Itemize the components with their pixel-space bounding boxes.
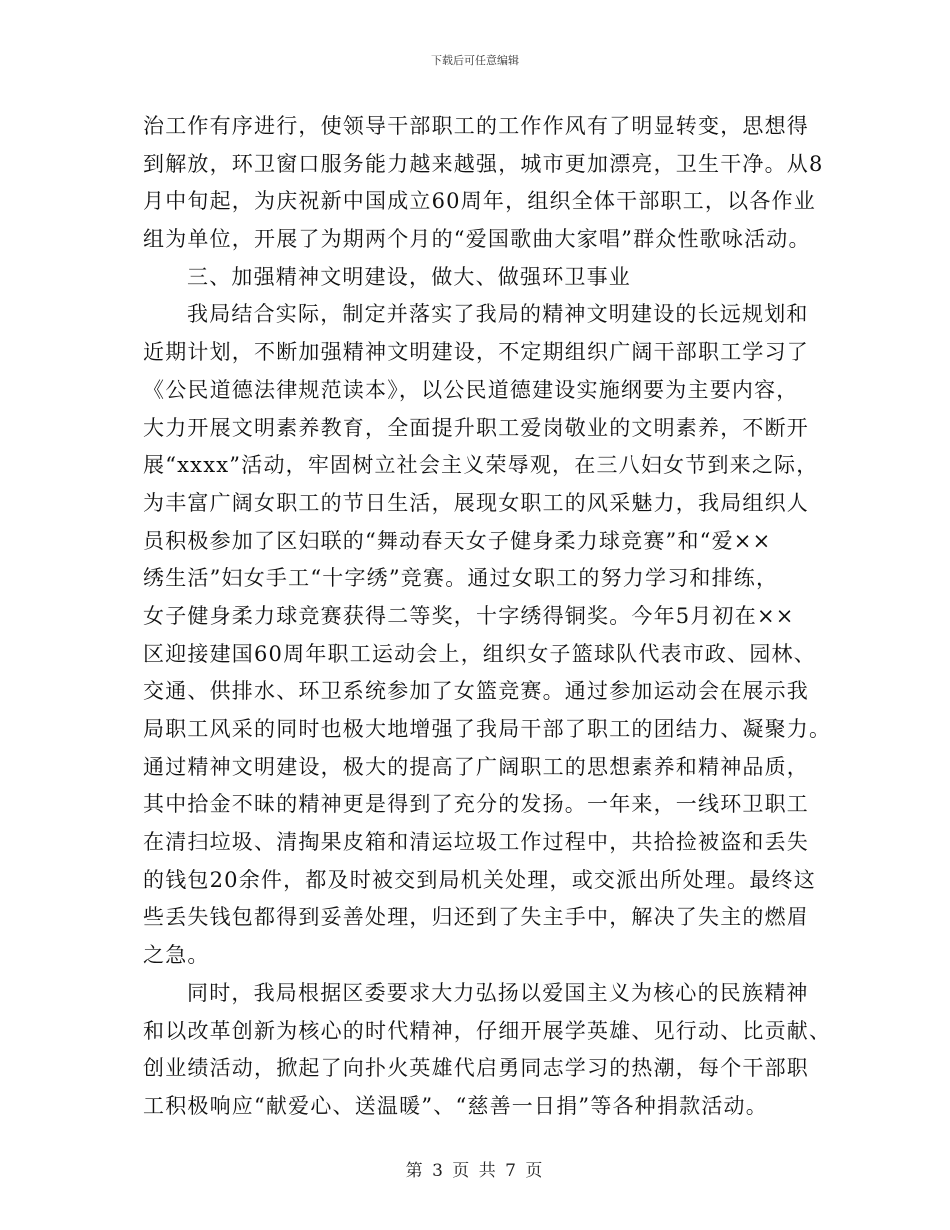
text-line: 《公民道德法律规范读本》，以公民道德建设实施纲要为主要内容， <box>143 377 799 402</box>
text-line: 大力开展文明素养教育，全面提升职工爱岗敬业的文明素养，不断开 <box>143 415 809 440</box>
text-line: 同时，我局根据区委要求大力弘扬以爱国主义为核心的民族精神 <box>187 980 809 1005</box>
text-line: 工积极响应“献爱心、送温暖”、“慈善一日捐”等各种捐款活动。 <box>143 1093 768 1118</box>
text-line: 员积极参加了区妇联的“舞动春天女子健身柔力球竞赛”和“爱×× <box>143 528 772 553</box>
page-header: 下载后可任意编辑 <box>431 54 519 67</box>
text-line: 在清扫垃圾、清掏果皮箱和清运垃圾工作过程中，共拾捡被盗和丢失 <box>143 830 809 855</box>
text-line: 绣生活”妇女手工“十字绣”竞赛。通过女职工的努力学习和排练， <box>143 566 779 591</box>
text-line: 女子健身柔力球竞赛获得二等奖，十字绣得铜奖。今年5月初在×× <box>143 603 795 628</box>
text-line: 局职工风采的同时也极大地增强了我局干部了职工的团结力、凝聚力。 <box>143 717 832 741</box>
text-line: 的钱包20余件，都及时被交到局机关处理，或交派出所处理。最终这 <box>143 867 816 892</box>
text-line: 创业绩活动，掀起了向扑火英雄代启勇同志学习的热潮，每个干部职 <box>143 1056 809 1081</box>
text-line: 为丰富广阔女职工的节日生活，展现女职工的风采魅力，我局组织人 <box>143 490 809 515</box>
text-line: 之急。 <box>143 943 210 968</box>
text-line: 其中拾金不昧的精神更是得到了充分的发扬。一年来，一线环卫职工 <box>143 792 809 817</box>
text-line: 我局结合实际，制定并落实了我局的精神文明建设的长远规划和 <box>187 302 809 327</box>
text-line: 交通、供排水、环卫系统参加了女篮竞赛。通过参加运动会在展示我 <box>143 679 809 704</box>
text-line: 区迎接建国60周年职工运动会上，组织女子篮球队代表市政、园林、 <box>143 641 816 666</box>
page-footer: 第 3 页 共 7 页 <box>405 1161 545 1181</box>
text-line: 组为单位，开展了为期两个月的“爱国歌曲大家唱”群众性歌咏活动。 <box>143 227 811 252</box>
text-line: 展“xxxx”活动，牢固树立社会主义荣辱观，在三八妇女节到来之际， <box>143 453 819 478</box>
section-heading: 三、加强精神文明建设，做大、做强环卫事业 <box>187 264 631 289</box>
text-line: 到解放，环卫窗口服务能力越来越强，城市更加漂亮，卫生干净。从8 <box>143 151 824 176</box>
text-line: 月中旬起，为庆祝新中国成立60周年，组织全体干部职工，以各作业 <box>143 189 816 214</box>
text-line: 治工作有序进行，使领导干部职工的工作作风有了明显转变，思想得 <box>143 114 809 138</box>
text-line: 通过精神文明建设，极大的提高了广阔职工的思想素养和精神品质， <box>143 754 809 779</box>
text-line: 些丢失钱包都得到妥善处理，归还到了失主手中，解决了失主的燃眉 <box>143 905 809 930</box>
text-line: 和以改革创新为核心的时代精神，仔细开展学英雄、见行动、比贡献、 <box>143 1018 832 1043</box>
body-text <box>143 108 832 1126</box>
text-line: 近期计划，不断加强精神文明建设，不定期组织广阔干部职工学习了 <box>143 340 809 365</box>
